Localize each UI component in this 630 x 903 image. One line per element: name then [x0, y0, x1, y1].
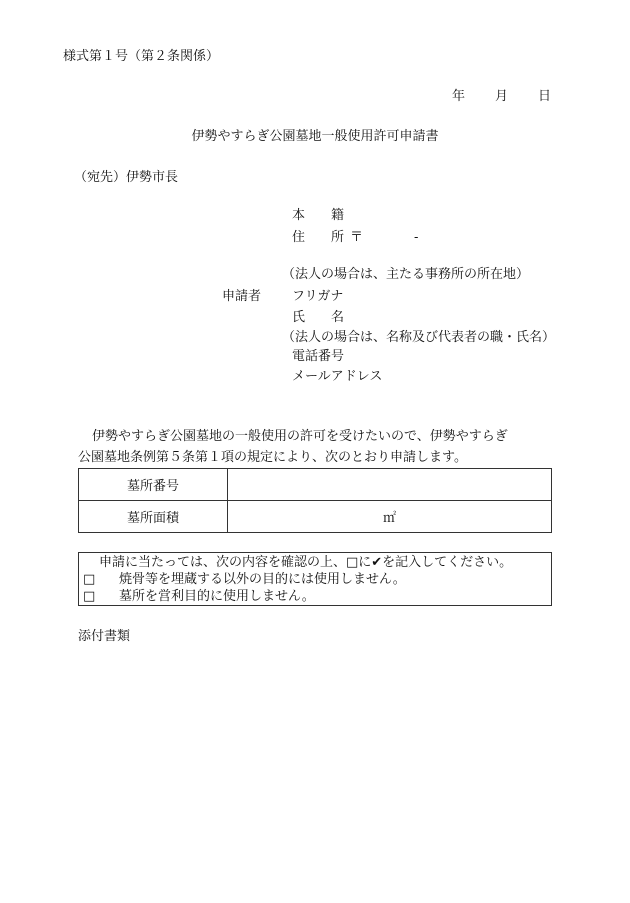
date-day: 日: [538, 89, 552, 104]
plot-number-field[interactable]: [228, 469, 552, 501]
email-label: メールアドレス: [292, 369, 383, 384]
checkbox-2[interactable]: □: [83, 589, 96, 604]
furigana-label: フリガナ: [292, 289, 344, 304]
checkbox-1[interactable]: □: [83, 572, 96, 587]
name-label: 氏 名: [292, 310, 345, 325]
plot-number-label: 墓所番号: [79, 469, 228, 501]
plot-table: [78, 468, 552, 533]
table-row: [79, 469, 552, 501]
form-number: 様式第１号（第２条関係）: [63, 49, 220, 64]
address-note: （法人の場合は、主たる事務所の所在地）: [282, 267, 530, 282]
confirmation-box: [78, 552, 552, 606]
confirm-item-1: 焼骨等を埋蔵する以外の目的には使用しません。: [119, 572, 406, 587]
honseki-label: 本 籍: [292, 208, 345, 223]
plot-area-label: 墓所面積: [79, 501, 228, 533]
body-line-2: 公園墓地条例第５条第１項の規定により、次のとおり申請します。: [78, 450, 467, 465]
plot-area-field[interactable]: ㎡: [228, 501, 552, 533]
name-note: （法人の場合は、名称及び代表者の職・氏名）: [282, 330, 556, 345]
postal-mark: 〒: [350, 230, 364, 245]
body-line-1: 伊勢やすらぎ公園墓地の一般使用の許可を受けたいので、伊勢やすらぎ: [92, 429, 508, 444]
phone-label: 電話番号: [292, 349, 345, 364]
address-label: 住 所: [292, 230, 345, 245]
date-month: 月: [495, 89, 509, 104]
confirmation-instruction: 申請に当たっては、次の内容を確認の上、□に✔を記入してください。: [99, 555, 513, 570]
applicant-label: 申請者: [222, 289, 262, 304]
date-year: 年: [452, 89, 466, 104]
table-row: [79, 501, 552, 533]
addressee: （宛先）伊勢市長: [74, 170, 179, 185]
document-title: 伊勢やすらぎ公園墓地一般使用許可申請書: [191, 129, 439, 144]
attachments-label: 添付書類: [78, 629, 131, 644]
postal-dash: -: [414, 230, 419, 245]
confirm-item-2: 墓所を営利目的に使用しません。: [119, 589, 315, 604]
